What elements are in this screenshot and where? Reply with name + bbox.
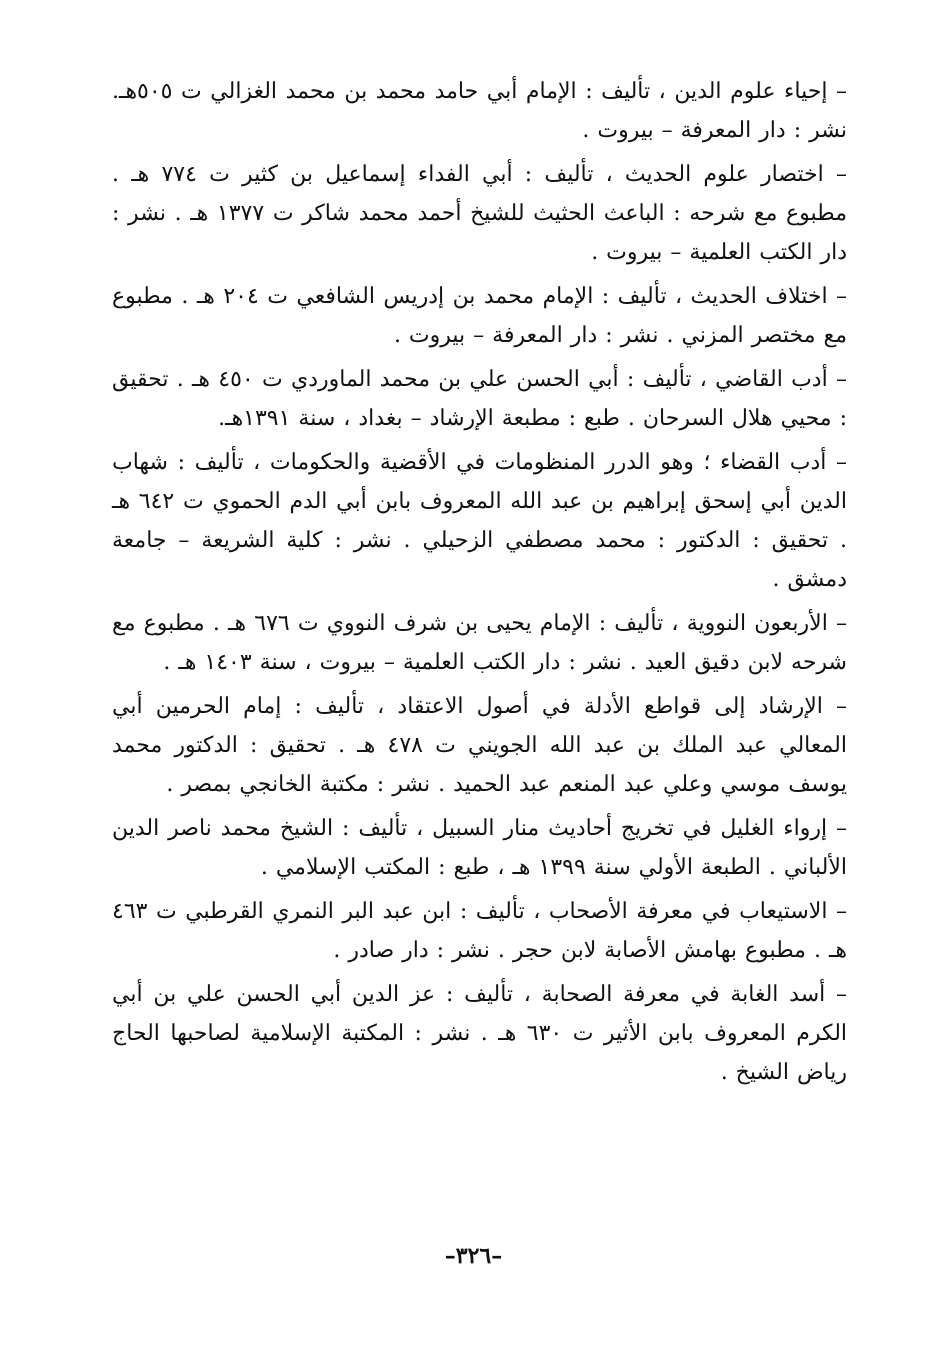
page-number: –٣٢٦– [444,1243,503,1269]
bibliography-entry: – الأربعون النووية ، تأليف : الإمام يحيى بن شرف النووي ت ٦٧٦ هـ . مطبوع مع شرحه لابن دقيق العيد . نشر : دار الكتب العلمية – بيروت ، سنة ١٤٠٣ هـ . [112,611,847,675]
bibliography-entry: – اختصار علوم الحديث ، تأليف : أبي الفداء إسماعيل بن كثير ت ٧٧٤ هـ . مطبوع مع شرحه : الباعث الحثيث للشيخ أحمد محمد شاكر ت ١٣٧٧ هـ . نشر : دار الكتب العلمية – بيروت . [112,162,848,265]
bibliography-entry: – الإرشاد إلى قواطع الأدلة في أصول الاعتقاد ، تأليف : إمام الحرمين أبي المعالي عبد الملك بن عبد الله الجويني ت ٤٧٨ هـ . تحقيق : الدكتور محمد يوسف موسي وعلي عبد المنعم عبد الحميد . نشر : مكتبة الخانجي بمصر . [112,694,847,797]
bibliography-entry: – إرواء الغليل في تخريج أحاديث منار السبيل ، تأليف : الشيخ محمد ناصر الدين الألباني . الطبعة الأولي سنة ١٣٩٩ هـ ، طبع : المكتب الإسلامي . [112,816,847,880]
bibliography-entry: – إحياء علوم الدين ، تأليف : الإمام أبي حامد محمد بن محمد الغزالي ت ٥٠٥هـ. نشر : دار المعرفة – بيروت . [112,79,847,143]
bibliography-entry: – الاستيعاب في معرفة الأصحاب ، تأليف : ابن عبد البر النمري القرطبي ت ٤٦٣ هـ . مطبوع بهامش الأصابة لابن حجر . نشر : دار صادر . [112,899,847,963]
bibliography-page [112,72,847,1097]
bibliography-entry: – اختلاف الحديث ، تأليف : الإمام محمد بن إدريس الشافعي ت ٢٠٤ هـ . مطبوع مع مختصر المزني . نشر : دار المعرفة – بيروت . [112,284,847,348]
bibliography-entry: – أدب القضاء ؛ وهو الدرر المنظومات في الأقضية والحكومات ، تأليف : شهاب الدين أبي إسحق إبراهيم بن عبد الله المعروف بابن أبي الدم الحموي ت ٦٤٢ هـ . تحقيق : الدكتور : محمد مصطفي الزحيلي . نشر : كلية الشريعة – جامعة دمشق . [112,450,847,592]
bibliography-entry: – أسد الغابة في معرفة الصحابة ، تأليف : عز الدين أبي الحسن علي بن أبي الكرم المعروف بابن الأثير ت ٦٣٠ هـ . نشر : المكتبة الإسلامية لصاحبها الحاج رياض الشيخ . [112,982,848,1085]
bibliography-entry: – أدب القاضي ، تأليف : أبي الحسن علي بن محمد الماوردي ت ٤٥٠ هـ . تحقيق : محيي هلال السرحان . طبع : مطبعة الإرشاد – بغداد ، سنة ١٣٩١هـ. [112,367,847,431]
